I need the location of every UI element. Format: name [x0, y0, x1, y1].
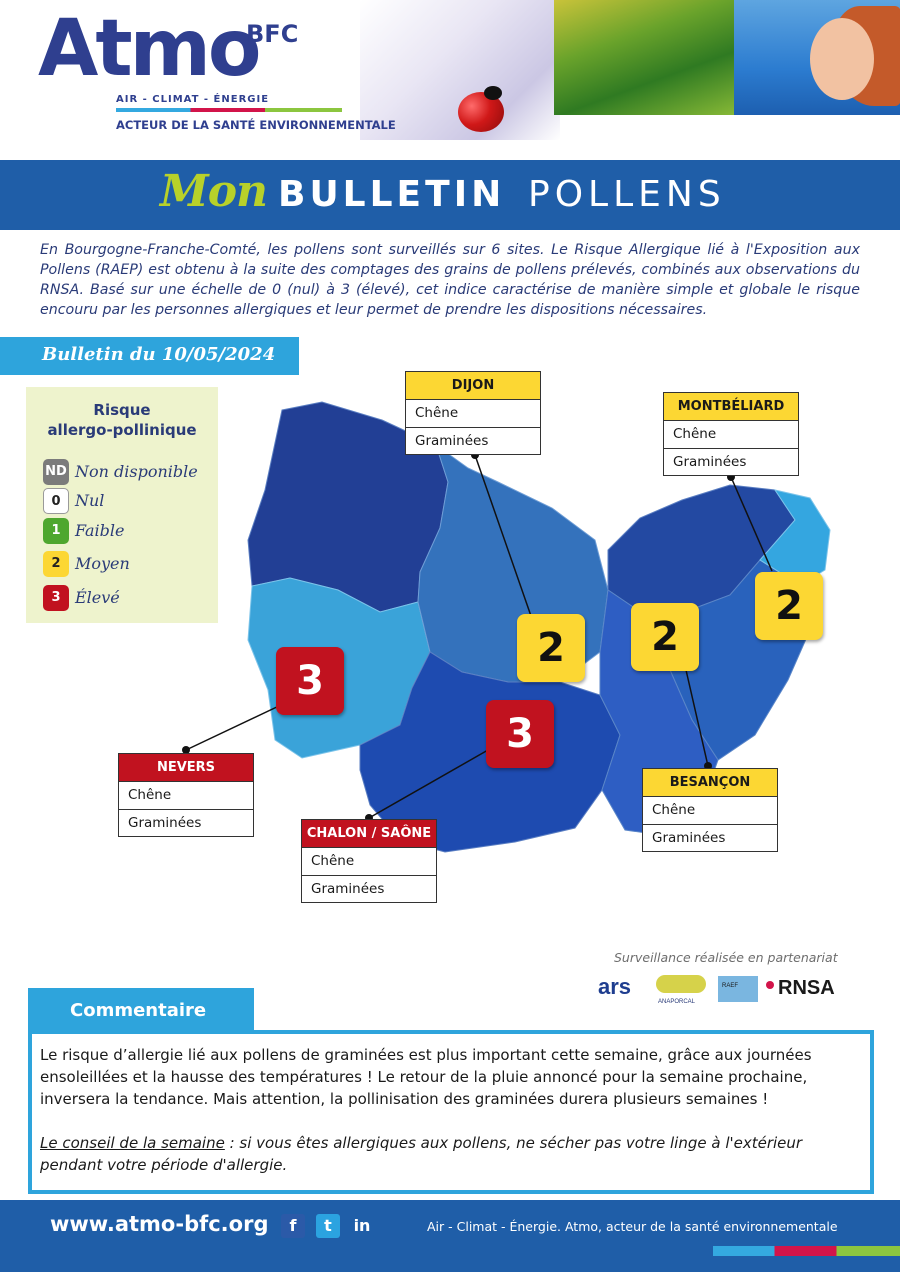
site-row-graminees: Graminées	[643, 824, 777, 851]
header	[0, 0, 900, 160]
legend-title	[26, 400, 218, 440]
twitter-icon[interactable]: t	[316, 1214, 340, 1238]
legend-label-2: Moyen	[75, 554, 130, 573]
legend-badge-1: 1	[43, 518, 69, 544]
site-name-montbeliard: MONTBÉLIARD	[664, 393, 798, 421]
site-row-chene: Chêne	[652, 802, 696, 818]
legend-badge-3: 3	[43, 585, 69, 611]
partner-logos	[598, 970, 868, 1008]
site-name-besancon: BESANÇON	[643, 769, 777, 797]
legend-label-0: Nul	[75, 491, 105, 510]
title-bulletin: BULLETIN	[278, 174, 506, 215]
bulletin-date: Bulletin du 10/05/2024	[42, 344, 276, 365]
intro-paragraph: En Bourgogne-Franche-Comté, les pollens sont surveillés sur 6 sites. Le Risque Allergique lié à l'Exposition aux Pollens (RAEP) est obtenu à la suite des comptages des grains de pollens prélevés, combinés aux observations du RNSA. Basé sur une échelle de 0 (nul) à 3 (élevé), cet indice caractérise de manière simple et globale le risque encouru par les personnes allergiques et leur permet de prendre les dispositions nécessaires.	[40, 242, 860, 318]
site-box-besancon	[642, 768, 778, 852]
site-box-chalon	[301, 819, 437, 903]
legend-badge-2: 2	[43, 551, 69, 577]
logo-wordmark: Atmo	[38, 4, 259, 94]
logo-actor-line: ACTEUR DE LA SANTÉ ENVIRONNEMENTALE	[116, 118, 396, 132]
risk-badge-chalon: 3	[486, 700, 554, 768]
partner-logo-anaporcal: ANAPORCAL	[658, 999, 696, 1005]
legend-title-line1: Risque	[93, 401, 151, 419]
risk-badge-dijon: 2	[517, 614, 585, 682]
legend-label-1: Faible	[75, 521, 125, 540]
facebook-icon[interactable]: f	[281, 1214, 305, 1238]
site-row-graminees: Graminées	[406, 427, 540, 454]
site-name-chalon: CHALON / SAÔNE	[302, 820, 436, 848]
legend-badge-0: 0	[43, 488, 69, 514]
legend-label-3: Élevé	[75, 588, 120, 607]
risk-badge-montbeliard: 2	[755, 572, 823, 640]
site-box-montbeliard	[663, 392, 799, 476]
legend-badge-nd: ND	[43, 459, 69, 485]
website-link[interactable]: www.atmo-bfc.org	[50, 1212, 269, 1236]
site-row-graminees: Graminées	[302, 875, 436, 902]
comment-paragraph: Le risque d’allergie lié aux pollens de graminées est plus important cette semaine, grâce aux journées ensoleillées et la hausse des températures ! Le retour de la pluie annoncé pour la semaine prochaine, inversera la tendance. Mais attention, la pollinisation des graminées durera plusieurs semaines !	[40, 1046, 812, 1108]
site-name-dijon: DIJON	[406, 372, 540, 400]
site-row-chene: Chêne	[128, 787, 172, 803]
partner-logo-ars: ars	[598, 974, 632, 999]
site-box-dijon	[405, 371, 541, 455]
site-row-chene: Chêne	[311, 853, 355, 869]
logo-suffix: BFC	[246, 20, 299, 48]
ladybug-head-icon	[484, 86, 502, 100]
risk-badge-besancon: 2	[631, 603, 699, 671]
logo-color-bar	[116, 108, 342, 112]
partner-logo-rnsa-dot	[766, 981, 774, 989]
footer-tagline: Air - Climat - Énergie. Atmo, acteur de la santé environnementale	[427, 1219, 838, 1234]
site-row-graminees: Graminées	[664, 448, 798, 475]
weekly-tip	[40, 1132, 862, 1176]
logo-tagline: AIR - CLIMAT - ÉNERGIE	[116, 94, 270, 105]
footer-color-stripes	[713, 1246, 900, 1256]
legend-label-nd: Non disponible	[75, 462, 198, 481]
footer	[0, 1200, 900, 1272]
site-row-chene: Chêne	[415, 405, 459, 421]
partner-logo-raef	[718, 976, 758, 1002]
title-pollens: POLLENS	[528, 174, 726, 215]
risk-badge-nevers: 3	[276, 647, 344, 715]
legend-title-line2: allergo-pollinique	[47, 421, 197, 439]
site-row-graminees: Graminées	[119, 809, 253, 836]
site-box-nevers	[118, 753, 254, 837]
weekly-tip-text: : si vous êtes allergiques aux pollens, ne sécher pas votre linge à l'extérieur pendant votre période d'allergie.	[40, 1134, 803, 1174]
partner-logo-raef-label: RAEF	[722, 983, 739, 989]
partner-logo-rnsa: RNSA	[778, 977, 835, 999]
header-field-photo	[554, 0, 734, 115]
linkedin-icon[interactable]: in	[350, 1214, 374, 1238]
site-row-chene: Chêne	[673, 426, 717, 442]
title-mon: Mon	[160, 166, 268, 217]
weekly-tip-label: Le conseil de la semaine	[40, 1134, 225, 1152]
girl-face-image	[810, 18, 874, 100]
comment-tab-label: Commentaire	[70, 1000, 207, 1021]
partner-caption: Surveillance réalisée en partenariat	[614, 950, 838, 965]
partner-logo-anaporcal-mark	[656, 975, 706, 993]
site-name-nevers: NEVERS	[119, 754, 253, 782]
